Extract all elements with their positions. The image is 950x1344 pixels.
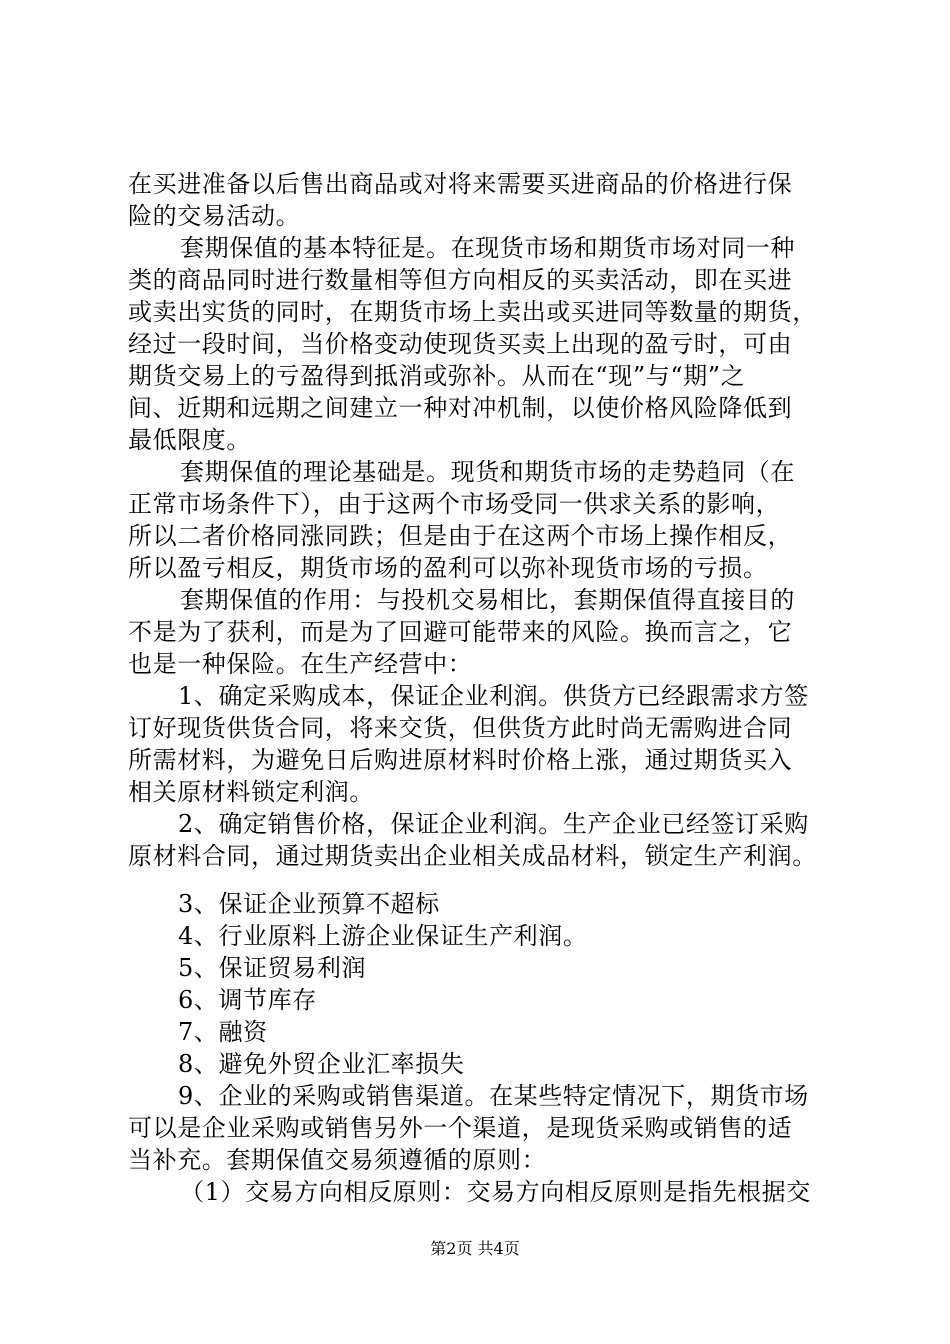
paragraph-line: 经过一段时间，当价格变动使现货买卖上出现的盈亏时，可由 xyxy=(128,330,793,358)
paragraph-line: 最低限度。 xyxy=(128,426,251,454)
paragraph-line: 期货交易上的亏盈得到抵消或弥补。从而在“现”与“期”之 xyxy=(128,362,746,390)
paragraph-line: 不是为了获利，而是为了回避可能带来的风险。换而言之，它 xyxy=(128,618,793,646)
paragraph-line: 也是一种保险。在生产经营中： xyxy=(128,650,473,678)
list-item-line: 7、融资 xyxy=(178,1018,268,1046)
list-item-line: 3、保证企业预算不超标 xyxy=(178,890,440,918)
list-item-line: 可以是企业采购或销售另外一个渠道，是现货采购或销售的适 xyxy=(128,1114,793,1142)
paragraph-line: 所以盈亏相反，期货市场的盈利可以弥补现货市场的亏损。 xyxy=(128,554,768,582)
paragraph-line: 间、近期和远期之间建立一种对冲机制，以使价格风险降低到 xyxy=(128,394,793,422)
list-item-line: 6、调节库存 xyxy=(178,986,317,1014)
list-item-line: 相关原材料锁定利润。 xyxy=(128,778,374,806)
paragraph-line: 所以二者价格同涨同跌；但是由于在这两个市场上操作相反， xyxy=(128,522,793,550)
paragraph-line: 或卖出实货的同时，在期货市场上卖出或买进同等数量的期货， xyxy=(128,298,817,326)
list-item-line: 4、行业原料上游企业保证生产利润。 xyxy=(178,922,588,950)
list-item-line: 所需材料，为避免日后购进原材料时价格上涨，通过期货买入 xyxy=(128,746,793,774)
page-footer: 第2页 共4页 xyxy=(430,1239,520,1258)
list-item-line: 5、保证贸易利润 xyxy=(178,954,367,982)
list-item-line: 当补充。套期保值交易须遵循的原则： xyxy=(128,1146,547,1174)
paragraph-line: 套期保值的理论基础是。现货和期货市场的走势趋同（在 xyxy=(180,458,795,486)
paragraph-line: 正常市场条件下），由于这两个市场受同一供求关系的影响， xyxy=(128,490,781,518)
list-item-line: 8、避免外贸企业汇率损失 xyxy=(178,1050,465,1078)
paragraph-line: 套期保值的作用：与投机交易相比，套期保值得直接目的 xyxy=(180,586,795,614)
list-item-line: 订好现货供货合同，将来交货，但供货方此时尚无需购进合同 xyxy=(128,714,793,742)
list-item-line: 9、企业的采购或销售渠道。在某些特定情况下，期货市场 xyxy=(178,1082,809,1110)
paragraph-line: 险的交易活动。 xyxy=(128,202,301,230)
list-item-line: 2、确定销售价格，保证企业利润。生产企业已经签订采购 xyxy=(178,810,809,838)
paragraph-line: 在买进准备以后售出商品或对将来需要买进商品的价格进行保 xyxy=(128,170,793,198)
paragraph-line: 类的商品同时进行数量相等但方向相反的买卖活动，即在买进 xyxy=(128,266,793,294)
list-item-line: （1）交易方向相反原则：交易方向相反原则是指先根据交 xyxy=(180,1178,811,1206)
list-item-line: 1、确定采购成本，保证企业利润。供货方已经跟需求方签 xyxy=(178,682,809,710)
paragraph-line: 套期保值的基本特征是。在现货市场和期货市场对同一种 xyxy=(180,234,795,262)
list-item-line: 原材料合同，通过期货卖出企业相关成品材料，锁定生产利润。 xyxy=(128,842,817,870)
